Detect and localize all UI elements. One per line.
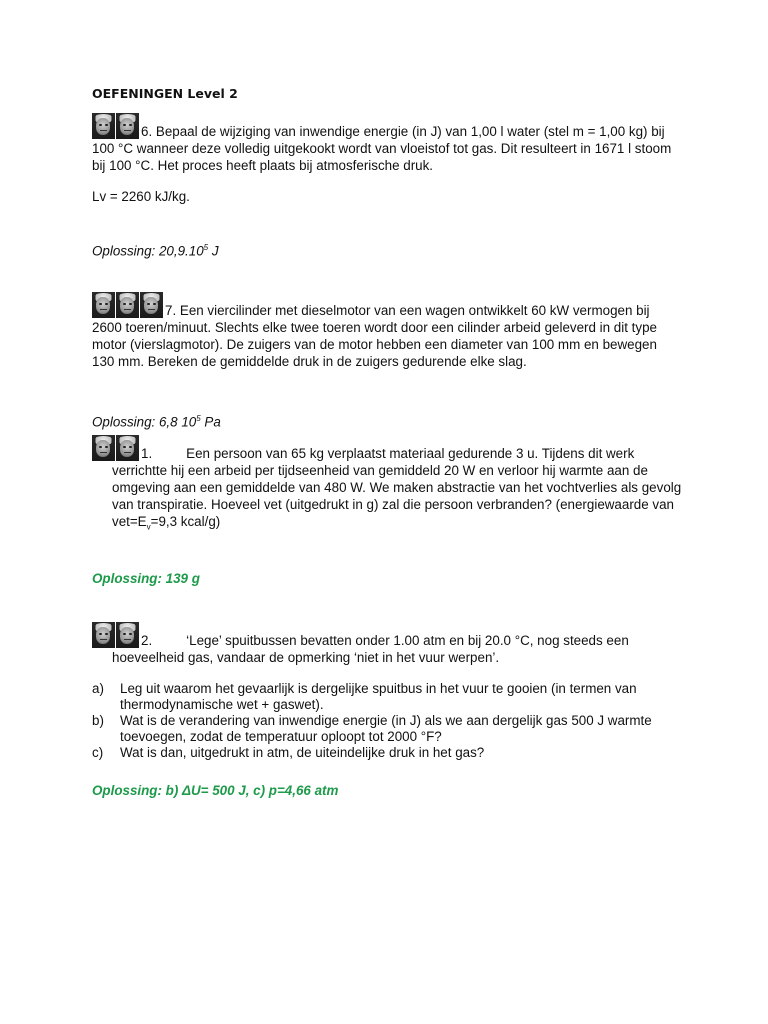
einstein-icon — [92, 622, 115, 648]
list-item-text: Leg uit waarom het gevaarlijk is dergelijke spuitbus in het vuur te gooien (in termen van thermodynamische wet + gaswet). — [120, 681, 637, 712]
solution-unit: Pa — [200, 414, 221, 430]
solution-text: Oplossing: 6,8 10 — [92, 414, 197, 430]
list-item-text: Wat is dan, uitgedrukt in atm, de uiteindelijke druk in het gas? — [120, 745, 485, 760]
list-item — [92, 713, 682, 745]
question-6-solution — [92, 239, 682, 259]
question-1 — [92, 435, 682, 536]
difficulty-icons — [92, 622, 140, 648]
list-item — [92, 681, 682, 713]
page-title: OEFENINGEN Level 2 — [92, 86, 238, 101]
einstein-icon — [116, 622, 139, 648]
solution-exponent: 5 — [196, 414, 201, 423]
question-1-line1: Een persoon van 65 kg verplaatst materiaal gedurende 3 u. Tijdens dit werk — [186, 446, 635, 461]
question-1-number: 1. — [141, 446, 153, 461]
question-6-given: Lv = 2260 kJ/kg. — [92, 189, 190, 204]
einstein-icon — [92, 113, 115, 139]
question-2-number: 2. — [141, 633, 153, 648]
einstein-icon — [140, 292, 163, 318]
solution-exponent: 5 — [203, 243, 209, 252]
list-item — [92, 745, 682, 761]
question-1-solution: Oplossing: 139 g — [92, 571, 200, 586]
difficulty-icons — [92, 292, 164, 318]
list-marker: c) — [92, 745, 104, 760]
list-marker: b) — [92, 713, 104, 728]
question-7 — [92, 292, 682, 370]
question-6 — [92, 113, 682, 174]
question-1-body — [92, 462, 682, 536]
difficulty-icons — [92, 113, 140, 139]
question-2-solution: Oplossing: b) ΔU= 500 J, c) p=4,66 atm — [92, 783, 339, 798]
list-item-text: Wat is de verandering van inwendige energie (in J) als we aan dergelijk gas 500 J warmte toevoegen, zodat de temperatuur oploopt tot 2000 °F? — [120, 713, 652, 744]
question-2-subquestions — [92, 681, 682, 761]
question-2-body: hoeveelheid gas, vandaar de opmerking ‘niet in het vuur werpen’. — [112, 650, 500, 665]
subscript: v — [146, 522, 151, 532]
question-6-text: 6. Bepaal de wijziging van inwendige energie (in J) van 1,00 l water (stel m = 1,00 kg) bij 100 °C wanneer deze volledig uitgekookt wordt van vloeistof tot gas. Dit resulteert in 1671 l stoom bij 100 °C. Het proces heeft plaats bij atmosferische druk. — [92, 124, 672, 173]
solution-unit: J — [208, 243, 219, 259]
question-2 — [92, 622, 682, 666]
einstein-icon — [116, 113, 139, 139]
einstein-icon — [92, 435, 115, 461]
list-marker: a) — [92, 681, 104, 696]
einstein-icon — [92, 292, 115, 318]
question-7-solution — [92, 410, 682, 430]
question-1-tail: =9,3 kcal/g) — [150, 514, 221, 529]
einstein-icon — [116, 435, 139, 461]
solution-text: Oplossing: 20,9.10 — [92, 243, 204, 259]
question-2-line1: ‘Lege’ spuitbussen bevatten onder 1.00 atm en bij 20.0 °C, nog steeds een — [186, 633, 629, 648]
einstein-icon — [116, 292, 139, 318]
question-1-rest: verrichtte hij een arbeid per tijdseenheid van gemiddeld 20 W en verloor hij warmte aan de omgeving aan een gemiddelde van 480 W. We maken abstractie van het vochtverlies als gevolg van transpiratie. Hoeveel vet (uitgedrukt in g) zal die persoon verbranden? (energiewaarde van vet=E — [112, 463, 682, 529]
difficulty-icons — [92, 435, 140, 461]
question-7-text: 7. Een viercilinder met dieselmotor van een wagen ontwikkelt 60 kW vermogen bij 2600 toeren/minuut. Slechts elke twee toeren wordt door een cilinder arbeid geleverd in dit type motor (vierslagmotor). De zuigers van de motor hebben een diameter van 100 mm en bewegen 130 mm. Bereken de gemiddelde druk in de zuigers gedurende elke slag. — [92, 303, 657, 369]
